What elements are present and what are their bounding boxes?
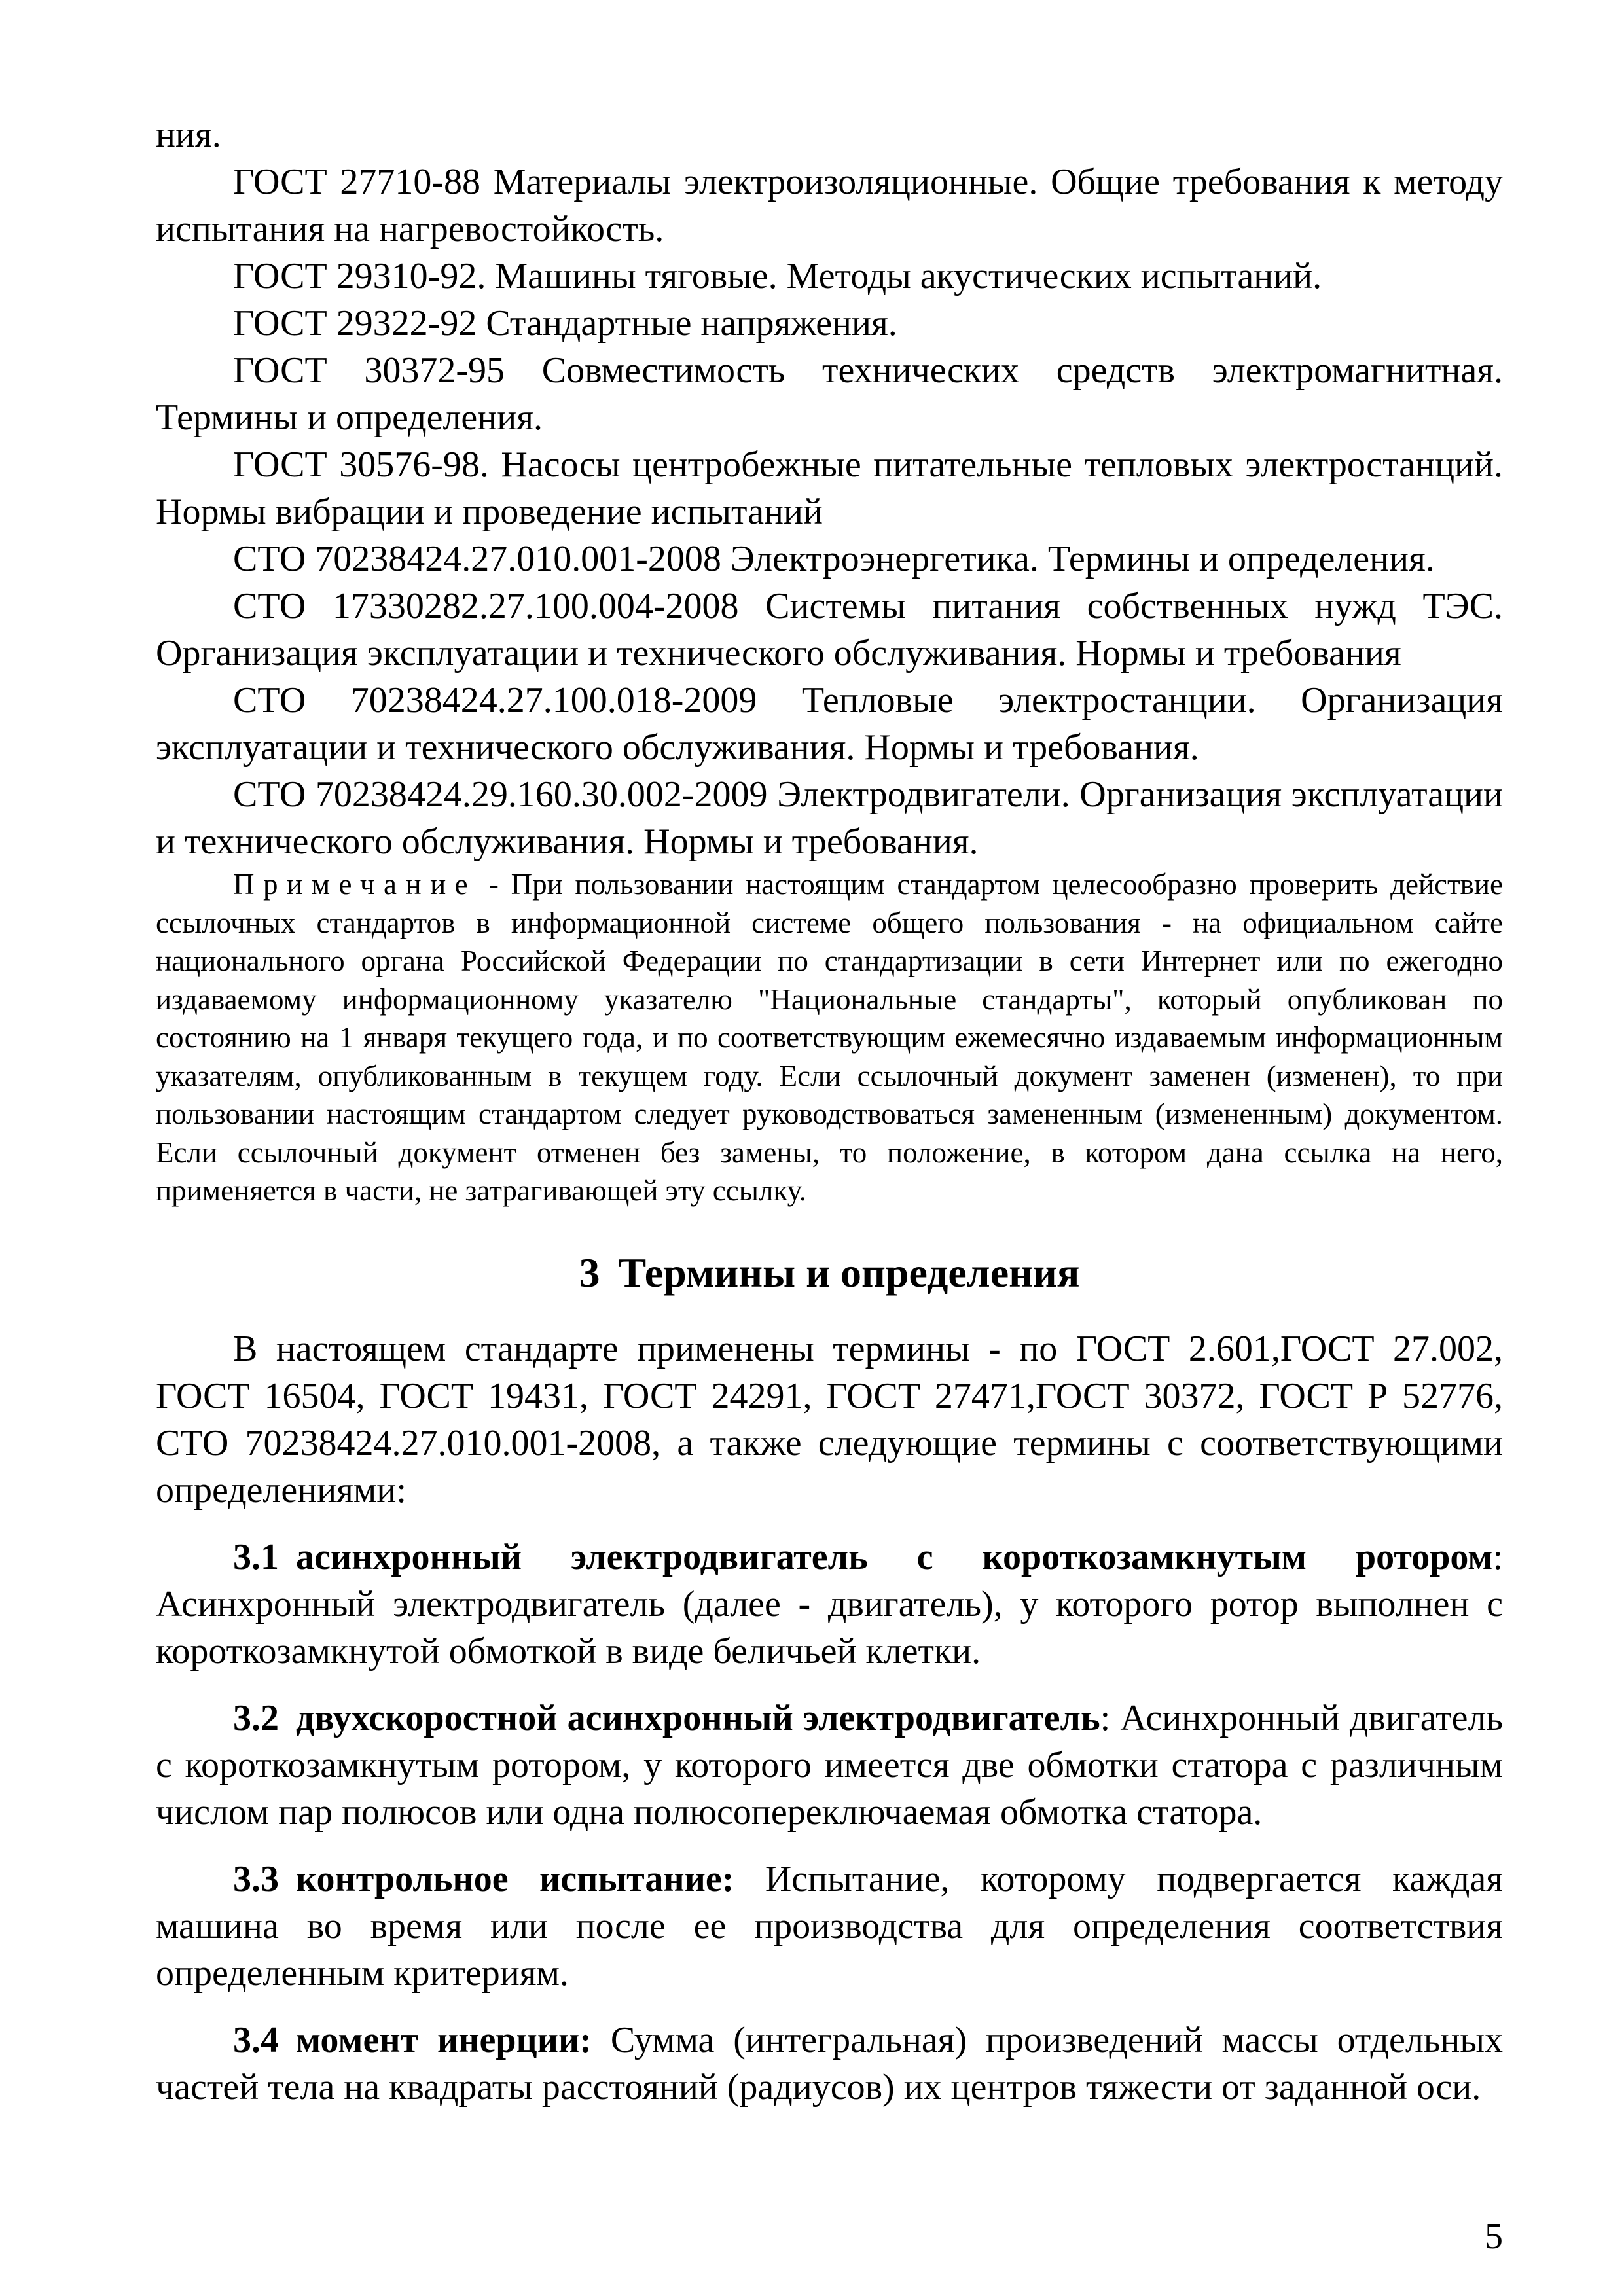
reference-item: ГОСТ 29322-92 Стандартные напряжения. bbox=[233, 303, 897, 344]
term-definition bbox=[156, 2017, 1503, 2111]
reference-item: ГОСТ 30372-95 Совместимость технических средств электромагнитная. Термины и определения. bbox=[156, 350, 1503, 438]
term-number: 3.2 bbox=[233, 1697, 279, 1738]
reference-item: СТО 70238424.27.100.018-2009 Тепловые электростанции. Организация эксплуатации и технического обслуживания. Нормы и требования. bbox=[156, 680, 1503, 768]
term-name: асинхронный электродвигатель с короткозамкнутым ротором bbox=[296, 1536, 1493, 1577]
term-definition bbox=[156, 1534, 1503, 1675]
term-number: 3.4 bbox=[233, 2019, 279, 2060]
document-page bbox=[156, 111, 1503, 2111]
term-text: Асинхронный двигатель с короткозамкнутым ротором, у которого имеется две обмотки статора с различным числом пар полюсов или одна полюсопереключаемая обмотка статора. bbox=[156, 1697, 1503, 1833]
term-name: момент инерции: bbox=[296, 2019, 592, 2060]
term-number: 3.1 bbox=[233, 1536, 279, 1577]
note-text: - При пользовании настоящим стандартом целесообразно проверить действие ссылочных стандартов в информационной системе общего пользования - на официальном сайте национального органа Российской Федерации по стандартизации в сети Интернет или по ежегодно издаваемому информационному указателю "Национальные стандарты", который опубликован по состоянию на 1 января текущего года, и по соответствующим ежемесячно издаваемым информационным указателям, опубликованным в текущем году. Если ссылочный документ заменен (изменен), то при пользовании настоящим стандартом следует руководствоваться замененным (измененным) документом. Если ссылочный документ отменен без замены, то положение, в котором дана ссылка на него, применяется в части, не затрагивающей эту ссылку. bbox=[156, 868, 1503, 1207]
section-intro: В настоящем стандарте применены термины - по ГОСТ 2.601,ГОСТ 27.002, ГОСТ 16504, ГОСТ 19431, ГОСТ 24291, ГОСТ 27471,ГОСТ 30372, ГОСТ Р 52776, СТО 70238424.27.010.001-2008, а также следующие термины с соответствующими определениями: bbox=[156, 1328, 1503, 1511]
section-number: 3 bbox=[579, 1249, 600, 1296]
reference-item: ния. bbox=[156, 115, 221, 155]
reference-item: ГОСТ 29310-92. Машины тяговые. Методы акустических испытаний. bbox=[233, 256, 1322, 296]
section-heading bbox=[156, 1247, 1503, 1299]
note-label: Примечание bbox=[233, 868, 477, 901]
reference-item: СТО 70238424.27.010.001-2008 Электроэнергетика. Термины и определения. bbox=[233, 539, 1435, 579]
reference-item: СТО 70238424.29.160.30.002-2009 Электродвигатели. Организация эксплуатации и технического обслуживания. Нормы и требования. bbox=[156, 774, 1503, 862]
note-paragraph bbox=[156, 865, 1503, 1210]
reference-item: ГОСТ 27710-88 Материалы электроизоляционные. Общие требования к методу испытания на нагревостойкость. bbox=[156, 162, 1503, 249]
page-number: 5 bbox=[1485, 2216, 1503, 2257]
reference-item: СТО 17330282.27.100.004-2008 Системы питания собственных нужд ТЭС. Организация эксплуатации и технического обслуживания. Нормы и требования bbox=[156, 586, 1503, 673]
term-definition bbox=[156, 1856, 1503, 1997]
term-separator: : bbox=[1100, 1697, 1111, 1738]
term-name: контрольное испытание: bbox=[296, 1858, 734, 1899]
term-text: Асинхронный электродвигатель (далее - двигатель), у которого ротор выполнен с короткозамкнутой обмоткой в виде беличьей клетки. bbox=[156, 1583, 1503, 1672]
term-number: 3.3 bbox=[233, 1858, 279, 1899]
term-text: Испытание, которому подвергается каждая машина во время или после ее производства для определения соответствия определенным критериям. bbox=[156, 1858, 1504, 1994]
section-title: Термины и определения bbox=[618, 1249, 1080, 1296]
term-separator: : bbox=[1492, 1536, 1503, 1577]
term-text: Сумма (интегральная) произведений массы отдельных частей тела на квадраты расстояний (радиусов) их центров тяжести от заданной оси. bbox=[156, 2019, 1503, 2108]
term-definition bbox=[156, 1695, 1503, 1836]
references-list bbox=[156, 111, 1503, 865]
reference-item: ГОСТ 30576-98. Насосы центробежные питательные тепловых электростанций. Нормы вибрации и проведение испытаний bbox=[156, 444, 1503, 532]
term-name: двухскоростной асинхронный электродвигатель bbox=[296, 1697, 1100, 1738]
